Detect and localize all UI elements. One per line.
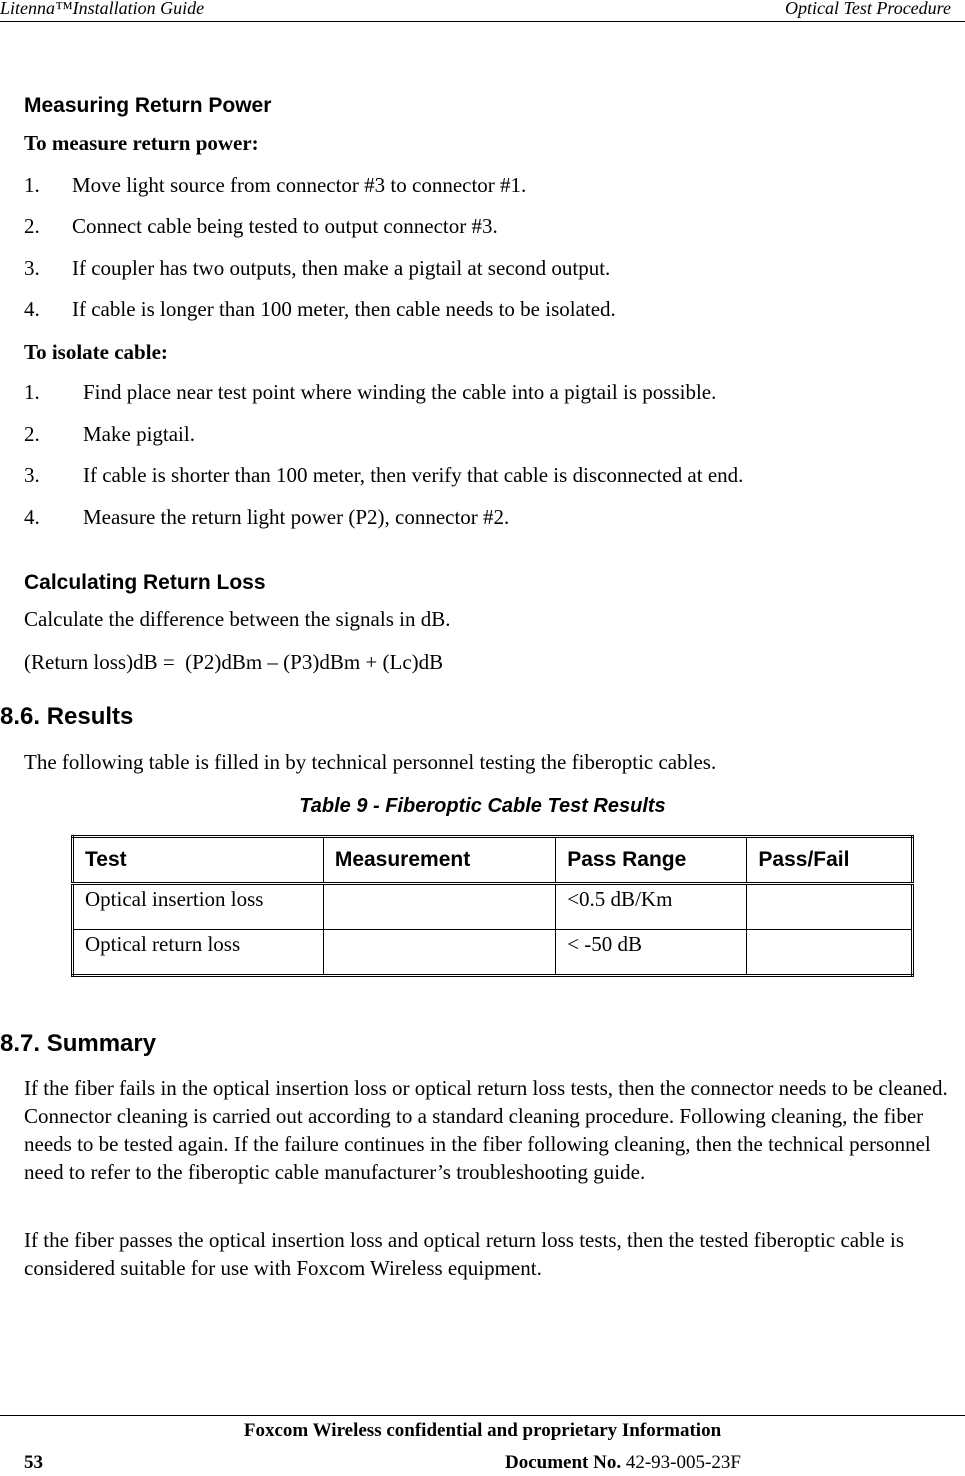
cell-test: Optical insertion loss [73,884,324,930]
step-number: 2. [24,422,40,446]
heading-results: 8.6. Results [0,703,134,730]
table-caption: Table 9 - Fiberoptic Cable Test Results [299,795,666,817]
column-header-measurement: Measurement [323,837,555,884]
page-number: 53 [24,1452,43,1473]
cell-measurement [323,930,555,976]
cell-pass-range: < -50 dB [556,930,747,976]
table-header-row [73,837,913,884]
document-number-value: 42-93-005-23F [625,1452,741,1473]
return-loss-description: Calculate the difference between the signals in dB. [24,607,451,631]
footer-rule [0,1415,965,1416]
step-number: 3. [24,256,40,280]
header-title: Litenna™Installation Guide [0,0,205,18]
step-text: Move light source from connector #3 to connector #1. [72,173,527,197]
document-number [505,1452,741,1474]
column-header-pass-range: Pass Range [556,837,747,884]
step-number: 1. [24,173,40,197]
step-text: Find place near test point where winding the cable into a pigtail is possible. [83,380,717,404]
results-intro: The following table is filled in by technical personnel testing the fiberoptic cables. [24,750,717,774]
header-section: Optical Test Procedure [785,0,951,18]
subheading-measure-return-power: To measure return power: [24,131,259,155]
subheading-isolate-cable: To isolate cable: [24,340,168,364]
step-text: Measure the return light power (P2), connector #2. [83,505,510,529]
summary-paragraph-1: If the fiber fails in the optical insertion loss or optical return loss tests, then the connector needs to be cleaned. Connector cleaning is carried out according to a standard cleaning procedure. Following cleaning, the fiber needs to be tested again. If the failure continues in the fiber following cleaning, then the technical personnel need to refer to the fiberoptic cable manufacturer’s troubleshooting guide. [24,1076,948,1184]
step-number: 4. [24,297,40,321]
step-text: Connect cable being tested to output connector #3. [72,214,498,238]
step-number: 4. [24,505,40,529]
header-rule [0,21,965,22]
step-text: Make pigtail. [83,422,195,446]
cell-pass-fail [747,884,913,930]
heading-calculating-return-loss: Calculating Return Loss [24,571,266,594]
step-number: 2. [24,214,40,238]
cell-pass-fail [747,930,913,976]
summary-paragraph-2: If the fiber passes the optical insertion loss and optical return loss tests, then the tested fiberoptic cable is considered suitable for use with Foxcom Wireless equipment. [24,1228,905,1280]
cell-test: Optical return loss [73,930,324,976]
step-number: 3. [24,463,40,487]
step-text: If cable is shorter than 100 meter, then verify that cable is disconnected at end. [83,463,744,487]
document-number-label: Document No. [505,1452,622,1473]
step-text: If cable is longer than 100 meter, then cable needs to be isolated. [72,297,616,321]
return-loss-formula: (Return loss)dB = (P2)dBm – (P3)dBm + (Lc)dB [24,650,444,674]
table-row [73,884,913,930]
table-row [73,930,913,976]
column-header-test: Test [73,837,324,884]
footer-confidential: Foxcom Wireless confidential and proprietary Information [243,1420,722,1441]
step-text: If coupler has two outputs, then make a pigtail at second output. [72,256,611,280]
column-header-pass-fail: Pass/Fail [747,837,913,884]
cell-pass-range: <0.5 dB/Km [556,884,747,930]
heading-measuring-return-power: Measuring Return Power [24,94,272,117]
cell-measurement [323,884,555,930]
results-table [71,835,914,977]
heading-summary: 8.7. Summary [0,1030,157,1057]
step-number: 1. [24,380,40,404]
